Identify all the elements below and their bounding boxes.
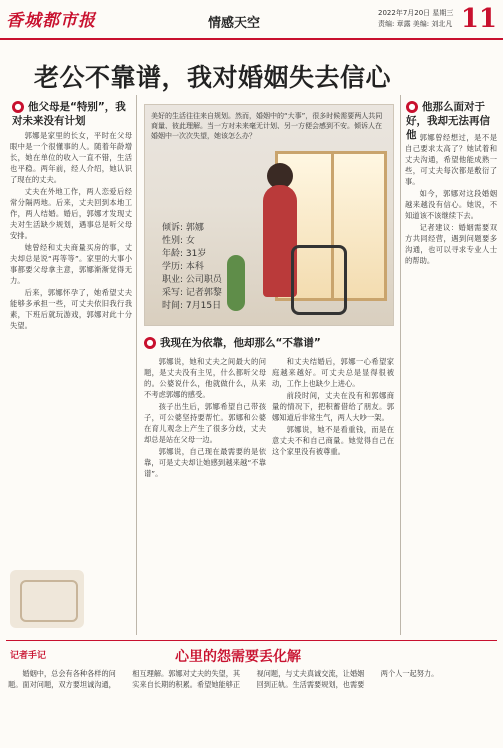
bullet-icon: ● bbox=[406, 101, 418, 113]
subhead-3: ● 他那么面对于好，我却无法再信他 bbox=[406, 101, 490, 141]
bullet-icon: ● bbox=[12, 101, 24, 113]
date-line-2: 责编: 章露 美编: 刘北凡 bbox=[378, 20, 453, 28]
paragraph: 如今，郭娜对这段婚姻越来越没有信心。她说，不知道该不该继续下去。 bbox=[405, 189, 497, 220]
column-logo: 记者手记 bbox=[10, 651, 47, 661]
article-column-4 bbox=[405, 132, 497, 632]
section-title: 情感天空 bbox=[208, 16, 261, 31]
masthead bbox=[0, 0, 503, 40]
chair-illustration bbox=[291, 245, 347, 315]
subhead-2: ● 我现在为依靠，他却那么“不靠谱” bbox=[144, 336, 394, 350]
article-column-3 bbox=[272, 356, 394, 636]
paragraph: 和丈夫结婚后，郭娜一心希望家庭越来越好。可丈夫总是显得很被动，工作上也缺少上进心。 bbox=[272, 357, 394, 388]
bottom-text: 婚姻中，总会有各种各样的问题。面对问题，双方要坦诚沟通，相互理解。郭娜对丈夫的失望，其实来自长期的积累。希望她能够正视问题，与丈夫真诚交流，让婚姻回到正轨。生活需要规划，也需要两个人一起努力。 bbox=[8, 669, 439, 689]
decorative-image bbox=[10, 570, 84, 628]
paragraph: 郭娜说，她和丈夫之间最大的问题，是丈夫没有主见，什么都听父母的。公婆说什么，他就做什么，从来不考虑郭娜的感受。 bbox=[144, 357, 266, 399]
article-column-2 bbox=[144, 356, 266, 636]
info-line: 职业: 公司职员 bbox=[162, 275, 222, 285]
info-line: 采写: 记者郭黎 bbox=[162, 288, 222, 298]
paragraph: 郭娜是家里的长女，平时在父母眼中是一个很懂事的人。随着年龄增长，她在单位的收入一直不错，生活也平稳。两年前，经人介绍，她认识了现在的丈夫。 bbox=[10, 131, 132, 184]
info-line: 年龄: 31岁 bbox=[162, 249, 207, 259]
paragraph: 记者建议：婚姻需要双方共同经营，遇到问题要多沟通，也可以寻求专业人士的帮助。 bbox=[405, 223, 497, 265]
bullet-icon: ● bbox=[144, 337, 156, 349]
info-line: 性别: 女 bbox=[162, 236, 195, 246]
column-divider bbox=[400, 95, 401, 635]
paragraph: 郭娜曾经想过，是不是自己要求太高了？她试着和丈夫沟通，希望他能成熟一些，可丈夫每次都是敷衍了事。 bbox=[405, 133, 497, 186]
paragraph: 后来，郭娜怀孕了，她希望丈夫能够多承担一些，可丈夫依旧我行我素，下班后就玩游戏，郭娜对此十分失望。 bbox=[10, 288, 132, 330]
plant-illustration bbox=[227, 255, 245, 311]
article-headline: 老公不靠谱，我对婚姻失去信心 bbox=[34, 63, 392, 92]
article-intro: 美好的生活往往来自规划。然而，婚姻中的“大事”，很多时候需要两人共同商量、彼此理解。当一方对未来毫无计划、另一方便会感到不安。倾诉人在婚姻中一次次失望，她该怎么办？ bbox=[151, 112, 383, 140]
bottom-divider bbox=[6, 640, 497, 641]
date-line-1: 2022年7月20日 星期三 bbox=[378, 9, 454, 17]
info-line: 学历: 本科 bbox=[162, 262, 204, 272]
paragraph: 孩子出生后，郭娜希望自己带孩子，可公婆坚持要帮忙。郭娜和公婆在育儿观念上产生了很多分歧，丈夫却总是站在父母一边。 bbox=[144, 402, 266, 444]
paragraph: 郭娜说，她不是看重钱，而是在意丈夫不和自己商量。她觉得自己在这个家里没有被尊重。 bbox=[272, 425, 394, 456]
newspaper-brand: 香城都市报 bbox=[6, 11, 96, 31]
info-line: 时间: 7月15日 bbox=[162, 301, 222, 311]
bottom-title: 心里的怨需要丢化解 bbox=[175, 649, 301, 665]
date-line bbox=[378, 8, 453, 30]
subhead-1: ● 他父母是“特别”，我对未来没有计划 bbox=[12, 101, 126, 127]
article-column-1 bbox=[10, 130, 132, 560]
paragraph: 郭娜说，自己现在最需要的是依靠，可是丈夫却让她感到越来越“不靠谱”。 bbox=[144, 447, 266, 478]
paragraph: 丈夫在外地工作，两人恋爱后经常分隔两地。后来，丈夫回到本地工作，两人结婚。婚后，郭娜才发现丈夫对生活缺少规划，遇事总是听父母安排。 bbox=[10, 187, 132, 240]
page-number: 11 bbox=[460, 4, 497, 34]
paragraph: 前段时间，丈夫在没有和郭娜商量的情况下，把积蓄借给了朋友。郭娜知道后非常生气，两人大吵一架。 bbox=[272, 391, 394, 422]
interview-info bbox=[162, 222, 222, 313]
paragraph: 她曾经和丈夫商量买房的事，丈夫却总是说“再等等”。家里的大事小事都要父母拿主意，郭娜渐渐觉得无力。 bbox=[10, 243, 132, 285]
info-line: 倾诉: 郭娜 bbox=[162, 223, 204, 233]
column-divider bbox=[136, 95, 137, 635]
